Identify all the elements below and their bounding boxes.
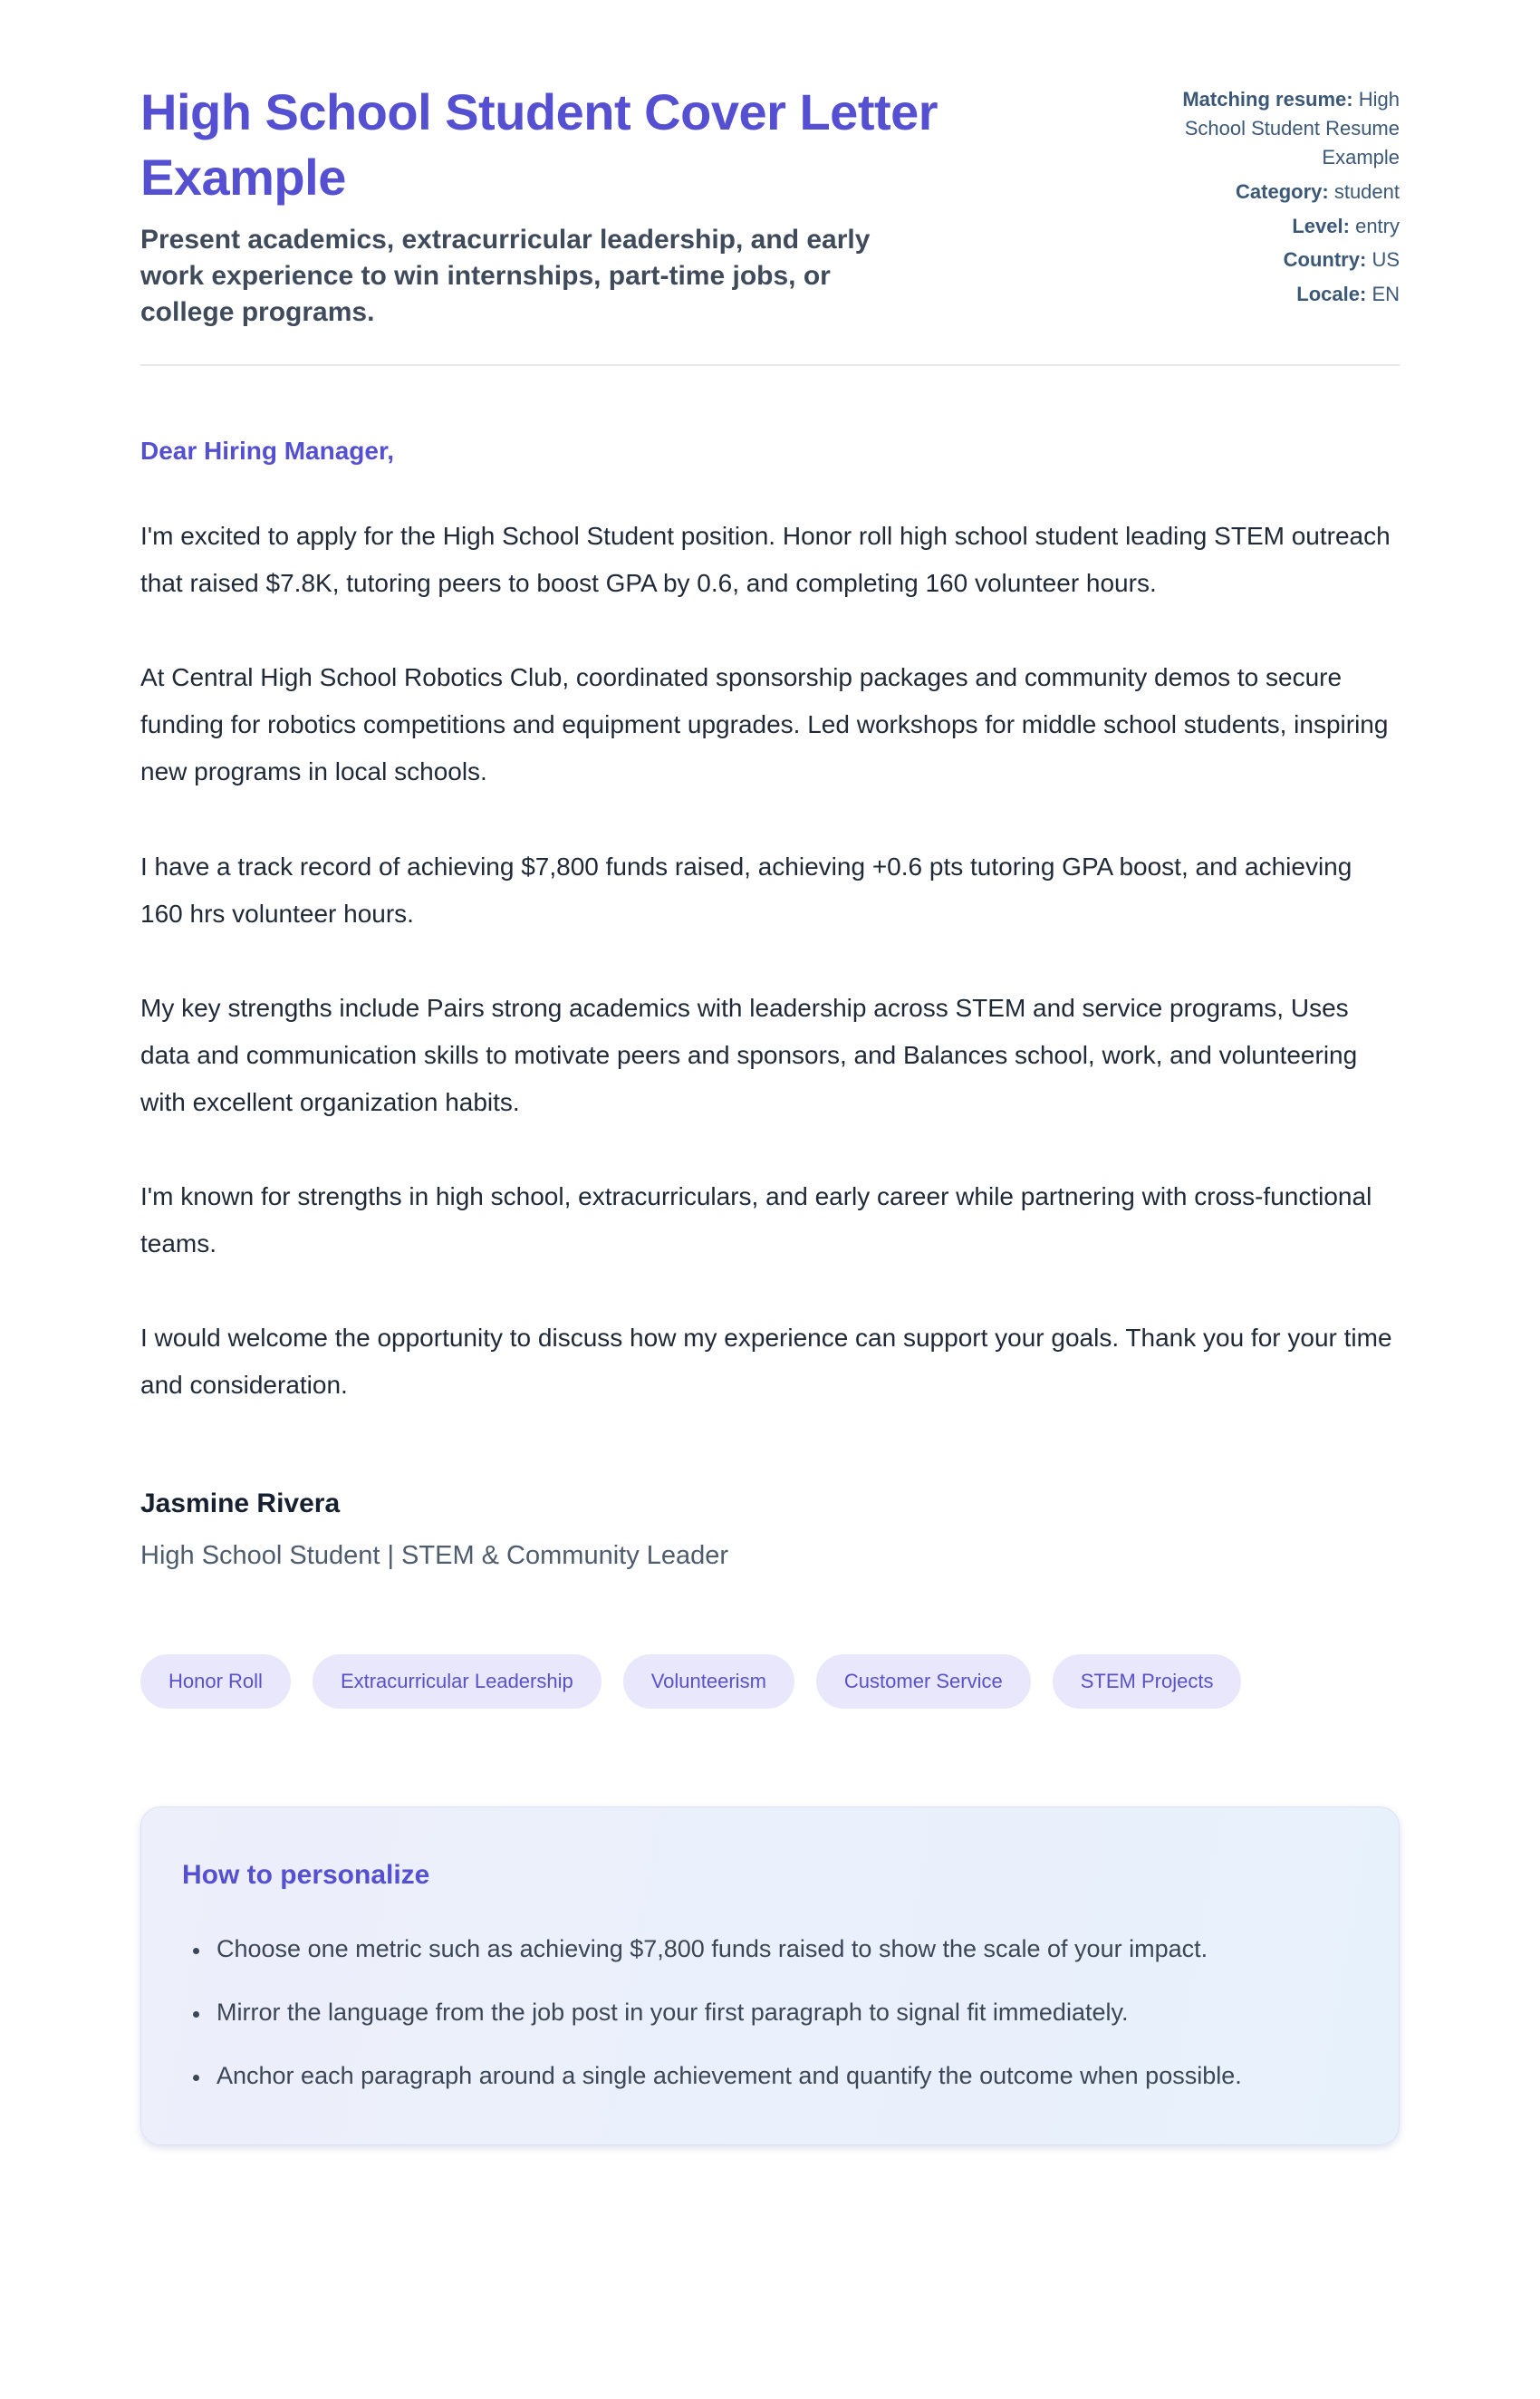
tag-list — [140, 1654, 1400, 1709]
personalize-list — [182, 1927, 1358, 2099]
tag-pill: STEM Projects — [1053, 1654, 1242, 1709]
meta-level — [1173, 212, 1400, 241]
meta-country — [1173, 246, 1400, 275]
letter-paragraph: My key strengths include Pairs strong academics with leadership across STEM and service programs, Uses data and communication skills to motivate peers and sponsors, and Balances school, work, and volunteering with excellent organization habits. — [140, 993, 1358, 1116]
meta-matching-resume — [1173, 85, 1400, 172]
personalize-heading: How to personalize — [182, 1860, 430, 1891]
meta-locale — [1173, 280, 1400, 309]
signature-title: High School Student | STEM & Community Leader — [140, 1541, 729, 1571]
meta-country-value: US — [1372, 248, 1400, 272]
letter-paragraph: I'm known for strengths in high school, extracurriculars, and early career while partnering with cross-functional teams. — [140, 1181, 1372, 1257]
letter-body — [140, 437, 1400, 2145]
meta-locale-value: EN — [1372, 283, 1400, 306]
tag-pill: Honor Roll — [140, 1654, 291, 1709]
personalize-tip: • Anchor each paragraph around a single achievement and quantify the outcome when possible. — [211, 2054, 1334, 2099]
personalize-tip: • Mirror the language from the job post in your first paragraph to signal fit immediately. — [211, 1990, 1334, 2036]
meta-matching-resume-value: High School Student Resume Example — [1184, 88, 1400, 169]
meta-category — [1173, 178, 1400, 207]
letter-paragraph: I have a track record of achieving $7,800 funds raised, achieving +0.6 pts tutoring GPA boost, and achieving 160 hrs volunteer hours. — [140, 852, 1352, 928]
header-divider — [140, 364, 1400, 366]
personalize-tip: • Choose one metric such as achieving $7,800 funds raised to show the scale of your impact. — [211, 1927, 1334, 1972]
signature-name: Jasmine Rivera — [140, 1489, 341, 1519]
letter-paragraph: I'm excited to apply for the High School Student position. Honor roll high school student leading STEM outreach that raised $7.8K, tutoring peers to boost GPA by 0.6, and completing 160 volunteer hours. — [140, 522, 1391, 598]
meta-category-value: student — [1333, 179, 1400, 203]
resume-meta-panel — [1173, 80, 1400, 314]
meta-level-value: entry — [1355, 214, 1400, 237]
letter-paragraph: I would welcome the opportunity to discuss how my experience can support your goals. Thank you for your time and consideration. — [140, 1324, 1392, 1400]
tag-pill: Volunteerism — [623, 1654, 794, 1709]
tag-pill: Extracurricular Leadership — [313, 1654, 602, 1709]
meta-category-label: Category: — [1236, 179, 1329, 203]
page-subtitle: Present academics, extracurricular leadership, and early work experience to win internships, part-time jobs, or college programs. — [140, 225, 871, 327]
header-title-block — [140, 80, 1119, 330]
meta-level-label: Level: — [1292, 214, 1350, 237]
letter-paragraph: At Central High School Robotics Club, coordinated sponsorship packages and community demos to secure funding for robotics competitions and equipment upgrades. Led workshops for middle school students, inspiring new programs in local schools. — [140, 663, 1389, 786]
meta-matching-resume-label: Matching resume: — [1182, 88, 1353, 111]
page-header — [140, 80, 1400, 330]
tag-pill: Customer Service — [816, 1654, 1031, 1709]
meta-locale-label: Locale: — [1296, 283, 1367, 306]
personalize-tips-box — [140, 1806, 1400, 2145]
page-title: High School Student Cover Letter Example — [140, 83, 938, 206]
meta-country-label: Country: — [1283, 248, 1367, 272]
letter-salutation: Dear Hiring Manager, — [140, 437, 395, 466]
